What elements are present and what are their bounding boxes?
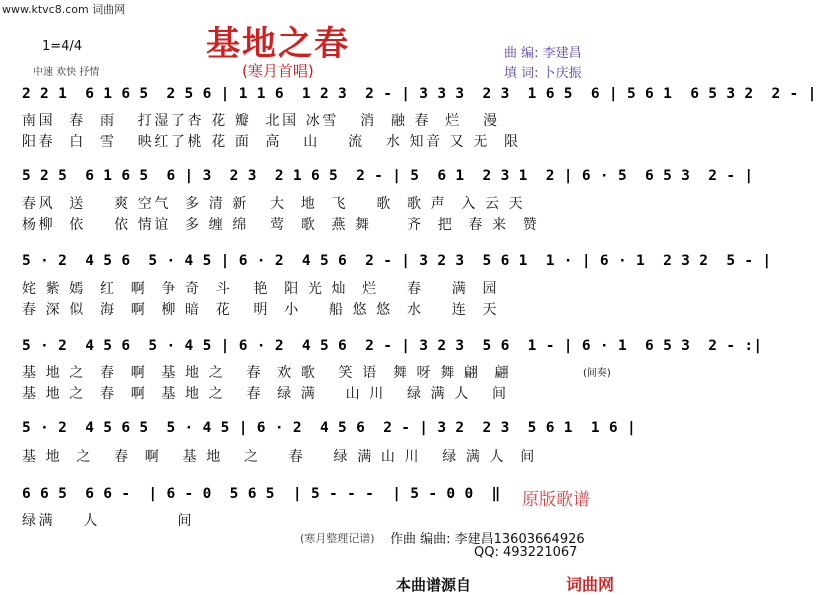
lyric-line: 基 地 之 春 啊 基 地 之 春 欢 歌 笑 语 舞 呀 舞 翩 翩 <box>22 365 512 381</box>
qq-contact: QQ: 493221067 <box>474 545 578 560</box>
site-watermark: www.ktvc8.com 词曲网 <box>2 3 126 16</box>
notation-row-3: 5 · 2 4 5 6 5 · 4 5 | 6 · 2 4 5 6 2 - | 3 2 3 5 6 1 1 · | 6 · 1 2 3 2 5 - | <box>22 253 772 269</box>
notation-credit: (寒月整理记谱) <box>300 532 375 545</box>
notation-row-4: 5 · 2 4 5 6 5 · 4 5 | 6 · 2 4 5 6 2 - | 3 2 3 5 6 1 - | 6 · 1 6 5 3 2 - :| <box>22 338 763 354</box>
original-score-label: 原版歌谱 <box>522 490 590 510</box>
notation-row-6: 6 6 5 6 6 - | 6 - 0 5 6 5 | 5 - - - | 5 - 0 0 ‖ <box>22 486 501 502</box>
key-signature: 1=4/4 <box>42 39 83 54</box>
lyric-line: 春风 送 爽 空气 多 清 新 大 地 飞 歌 歌 声 入 云 天 <box>22 196 526 212</box>
lyric-line: 姹 紫 嫣 红 啊 争 奇 斗 艳 阳 光 灿 烂 春 满 园 <box>22 281 500 297</box>
song-title: 基地之春 <box>206 24 350 64</box>
lyric-line: 绿满 人 间 <box>22 513 195 529</box>
lyric-line: 基 地 之 春 啊 基 地 之 春 绿 满 山 川 绿 满 人 间 <box>22 386 509 402</box>
notation-row-5: 5 · 2 4 5 6 5 5 · 4 5 | 6 · 2 4 5 6 2 - | 3 2 2 3 5 6 1 1 6 | <box>22 420 637 436</box>
lyric-line: 基 地 之 春 啊 基 地 之 春 绿 满 山 川 绿 满 人 间 <box>22 449 537 465</box>
notation-row-1: 2 2 1 6 1 6 5 2 5 6 | 1 1 6 1 2 3 2 - | 3 3 3 2 3 1 6 5 6 | 5 6 1 6 5 3 2 2 - | <box>22 86 817 102</box>
source-label: 本曲谱源自 <box>396 576 472 594</box>
lyric-line: 南国 春 雨 打湿了杏 花 瓣 北国 冰雪 消 融 春 烂 漫 <box>22 113 500 129</box>
lyric-line: 阳春 白 雪 映红了桃 花 面 高 山 流 水 知音 又 无 限 <box>22 134 521 150</box>
lyric-line: 春 深 似 海 啊 柳 暗 花 明 小 船 悠 悠 水 连 天 <box>22 302 500 318</box>
interlude-marking: (间奏) <box>583 368 611 379</box>
lyric-line: 杨柳 依 依 情谊 多 缠 绵 莺 歌 燕 舞 齐 把 春 来 赞 <box>22 217 540 233</box>
arranger-credit: 曲 编: 李建昌 <box>504 46 582 61</box>
brand-link[interactable]: 词曲网 <box>566 575 615 594</box>
composer-credit: 作曲 编曲: 李建昌13603664926 <box>390 532 585 547</box>
notation-row-2: 5 2 5 6 1 6 5 6 | 3 2 3 2 1 6 5 2 - | 5 6 1 2 3 1 2 | 6 · 5 6 5 3 2 - | <box>22 168 754 184</box>
song-subtitle: (寒月首唱) <box>242 62 314 80</box>
lyricist-credit: 填 词: 卜庆振 <box>504 66 582 81</box>
tempo-marking: 中速 欢快 抒情 <box>33 67 100 78</box>
